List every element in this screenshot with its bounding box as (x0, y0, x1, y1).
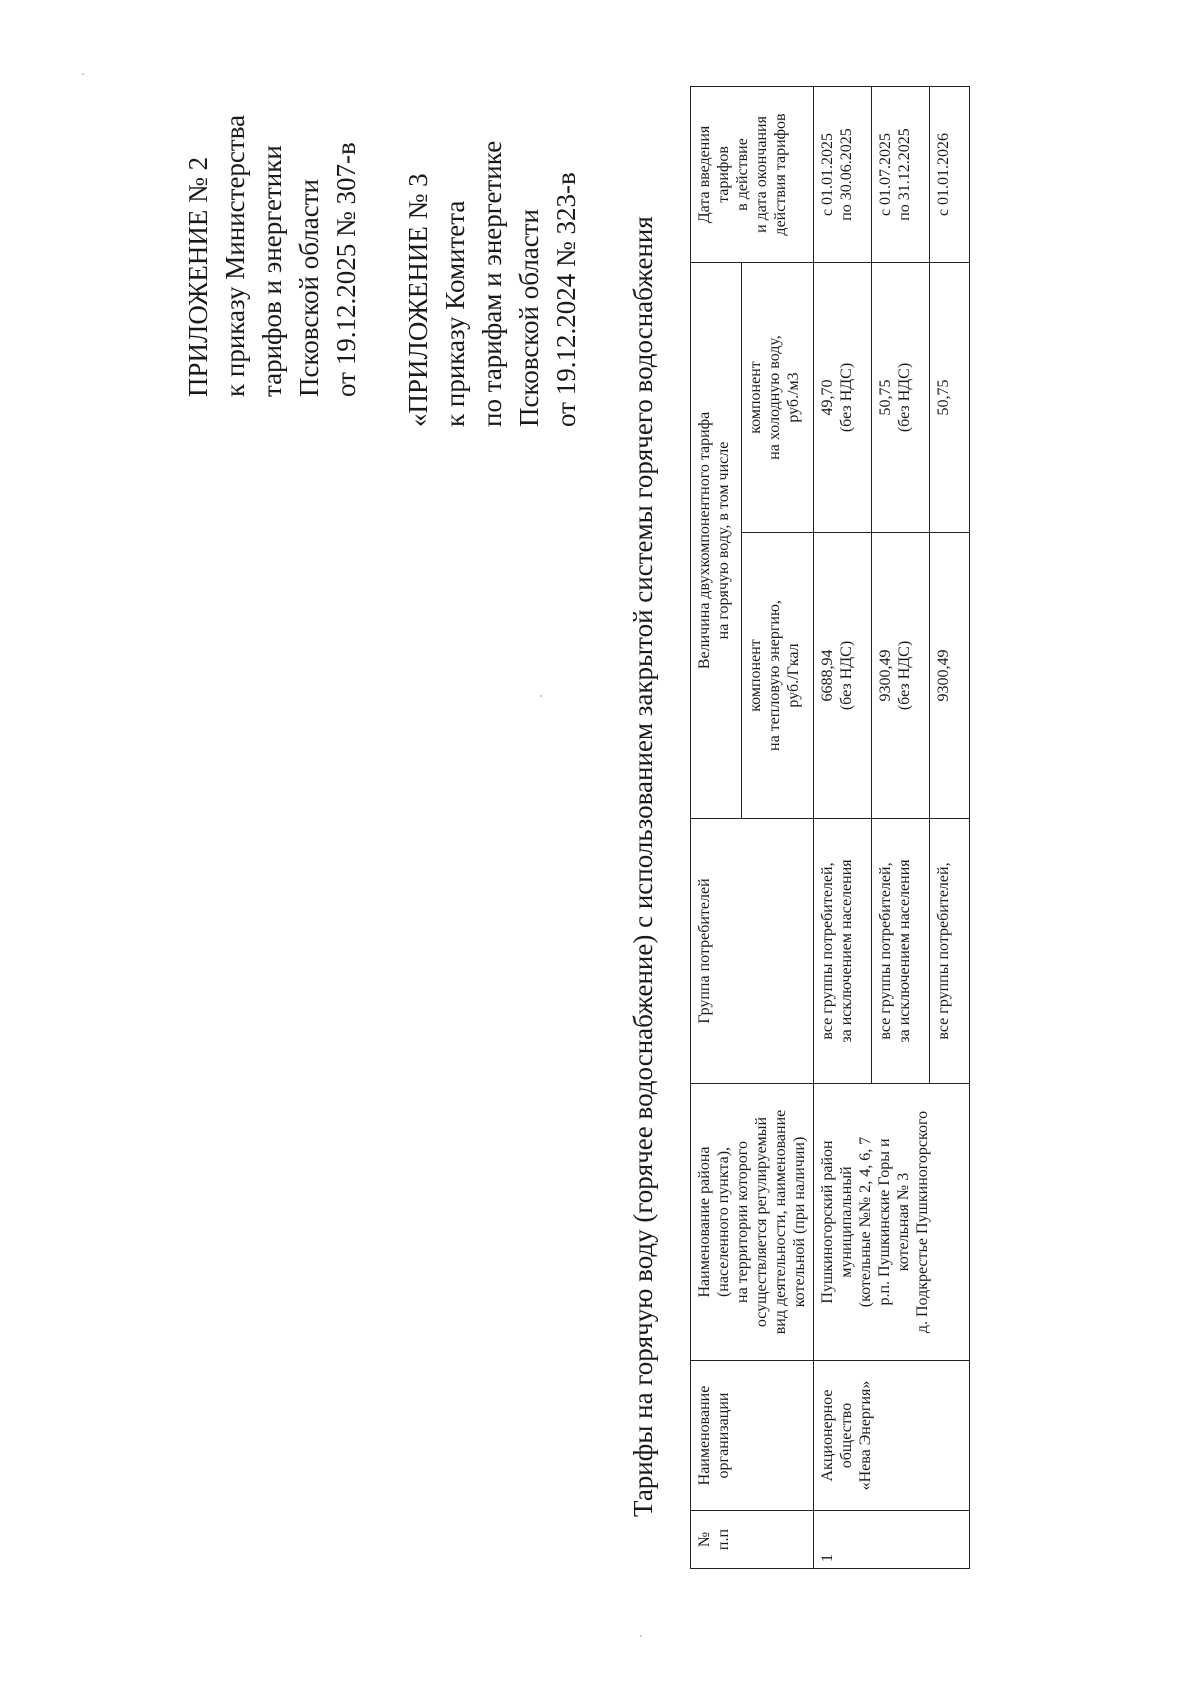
row-consumer-group: все группы потребителей, (930, 819, 970, 1084)
appendix-current-line: Псковской области (294, 178, 324, 397)
row-water-value: 49,70 (без НДС) (814, 262, 872, 532)
appendix-previous-line: Псковской области (514, 208, 544, 427)
appendix-current-line: от 19.12.2025 № 307-в (331, 142, 361, 397)
document-title: Тарифы на горячую воду (горячее водоснабжение) с использованием закрытой системы горячего водоснабжения (628, 216, 658, 1517)
header-organization: Наименование организации (691, 1361, 814, 1511)
header-two-component-tariff: Величина двухкомпонентного тарифа на горячую воду, в том числе (691, 262, 742, 818)
appendix-previous-line: к приказу Комитета (440, 200, 470, 427)
header-num: № п.п (691, 1511, 814, 1569)
table-row (814, 86, 872, 1568)
header-district: Наименование района (населенного пункта), на территории которого осуществляется регулируемый вид деятельности, наименование котельной (при наличии) (691, 1084, 814, 1361)
appendix-previous-line: от 19.12.2024 № 323-в (551, 172, 581, 427)
appendix-current-line: к приказу Министерства (220, 114, 250, 397)
row-heat-value: 9300,49 (без НДС) (872, 533, 930, 819)
row-heat-value: 6688,94 (без НДС) (814, 533, 872, 819)
row-water-value: 50,75 (без НДС) (872, 262, 930, 532)
row-dates: с 01.01.2026 (930, 86, 970, 262)
header-row-top (691, 86, 742, 1568)
scan-speck (640, 1635, 642, 1637)
appendix-previous-line: «ПРИЛОЖЕНИЕ № 3 (403, 173, 433, 427)
scan-speck (82, 73, 84, 75)
row-dates: с 01.07.2025 по 31.12.2025 (872, 86, 930, 262)
appendix-current-block (180, 115, 365, 397)
tariff-table (690, 86, 970, 1569)
row-heat-value: 9300,49 (930, 533, 970, 819)
appendix-current-line: тарифов и энергетики (257, 145, 287, 397)
row-consumer-group: все группы потребителей, за исключением населения (814, 819, 872, 1084)
row-district: Пушкиногорский район муниципальный (котельные №№ 2, 4, 6, 7 р.п. Пушкинские Горы и котельная № 3 д. Подкрестье Пушкиногорского (814, 1084, 970, 1361)
header-consumer-group: Группа потребителей (691, 819, 814, 1084)
appendix-previous-line: по тарифам и энергетике (477, 140, 507, 427)
appendix-current-line: ПРИЛОЖЕНИЕ № 2 (183, 156, 213, 397)
header-water-component: компонент на холодную воду, руб./м3 (742, 262, 814, 532)
row-num: 1 (814, 1511, 970, 1569)
header-dates: Дата введения тарифов в действие и дата окончания действия тарифов (691, 86, 814, 262)
header-heat-component: компонент на тепловую энергию, руб./Гкал (742, 533, 814, 819)
scan-speck (540, 695, 542, 697)
row-water-value: 50,75 (930, 262, 970, 532)
row-organization: Акционерное общество «Нева Энергия» (814, 1361, 970, 1511)
row-dates: с 01.01.2025 по 30.06.2025 (814, 86, 872, 262)
appendix-previous-block (400, 141, 585, 427)
row-consumer-group: все группы потребителей, за исключением населения (872, 819, 930, 1084)
